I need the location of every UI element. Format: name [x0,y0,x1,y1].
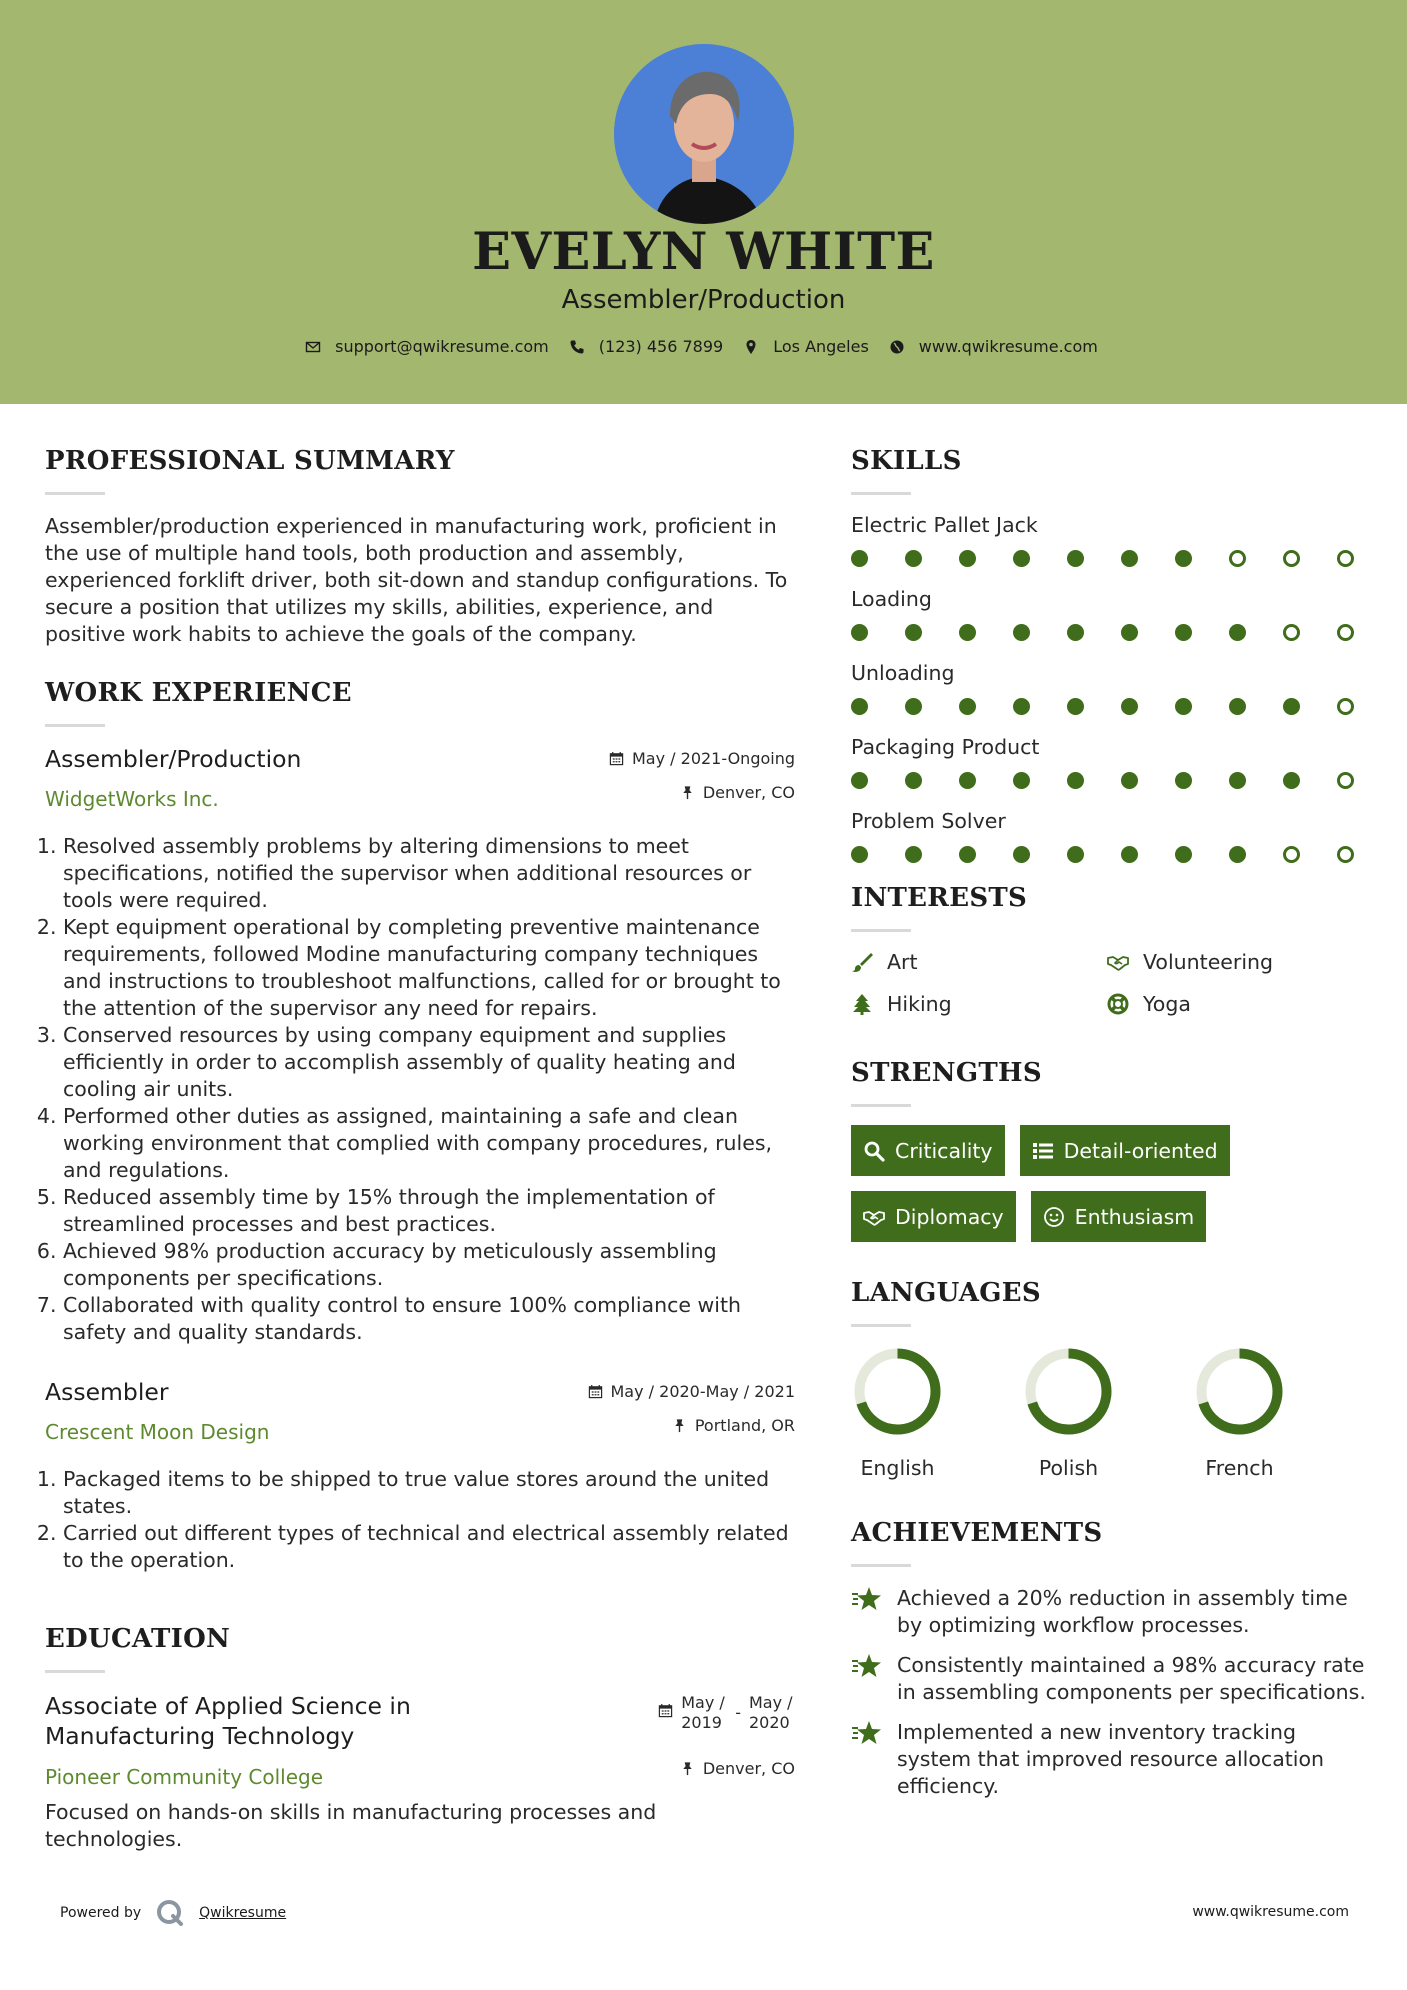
skill-name: Packaging Product [851,735,1040,759]
achievement-item: Achieved a 20% reduction in assembly time by optimizing workflow processes. [851,1585,1371,1639]
rating-dot-filled [1121,550,1138,567]
rating-dot-filled [1067,846,1084,863]
skill-rating [851,550,1354,567]
star-icon [851,1650,883,1682]
rating-dot-filled [1175,772,1192,789]
envelope-icon [305,339,321,355]
rating-dot-empty [1229,550,1246,567]
job-dates: May / 2021-Ongoing [609,749,795,768]
job-company: WidgetWorks Inc. [45,787,219,811]
rating-dot-empty [1337,772,1354,789]
rating-dot-filled [1283,698,1300,715]
rating-dot-filled [851,624,868,641]
languages-heading: LANGUAGES [851,1278,1041,1308]
rating-dot-filled [1067,550,1084,567]
language-item [1193,1345,1286,1480]
contact-email[interactable]: support@qwikresume.com [305,337,549,356]
education-dates: May / 2019 - May / 2020 [658,1693,795,1733]
duty-item: 3. Conserved resources by using company equipment and supplies efficiently in order to accomplish assembly of quality heating and cooling air units. [63,1022,795,1103]
skill-rating [851,772,1354,789]
rating-dot-filled [1229,624,1246,641]
rating-dot-filled [1121,846,1138,863]
rating-dot-empty [1283,846,1300,863]
interest-item: Hiking [851,992,1107,1016]
interests-heading: INTERESTS [851,883,1028,913]
rating-dot-empty [1337,624,1354,641]
section-divider [45,492,105,495]
duty-item: 1. Resolved assembly problems by altering dimensions to meet specifications, notified the supervisor when additional resources or tools were required. [63,833,795,914]
education-entry [45,1691,795,1853]
duty-item: 2. Carried out different types of technical and electrical assembly related to the operation. [63,1520,795,1574]
job-entry [45,745,795,1346]
rating-dot-filled [1121,624,1138,641]
job-duties [45,833,795,1346]
rating-dot-filled [905,698,922,715]
rating-dot-filled [905,550,922,567]
pushpin-icon [680,1761,695,1776]
achievements-list [851,1585,1371,1800]
rating-dot-empty [1283,624,1300,641]
rating-dot-filled [959,550,976,567]
section-divider [851,929,911,932]
handshake-icon [1107,951,1129,973]
footer-powered-by: Powered by Qwikresume [60,1898,286,1928]
language-name: English [860,1456,935,1480]
skill-name: Unloading [851,661,955,685]
contact-phone[interactable]: (123) 456 7899 [569,337,723,356]
header-banner [0,0,1407,404]
strength-tag: Enthusiasm [1031,1191,1207,1242]
skills-heading: SKILLS [851,446,962,476]
rating-dot-filled [959,772,976,789]
handshake-icon [863,1206,885,1228]
education-location: Denver, CO [680,1759,795,1778]
rating-dot-filled [851,772,868,789]
duty-item: 4. Performed other duties as assigned, maintaining a safe and clean working environment that complied with company procedures, rules, and regulations. [63,1103,795,1184]
duty-item: 5. Reduced assembly time by 15% through the implementation of streamlined processes and best practices. [63,1184,795,1238]
skill-name: Loading [851,587,932,611]
language-item [1022,1345,1115,1480]
rating-dot-filled [1175,846,1192,863]
duty-item: 1. Packaged items to be shipped to true value stores around the united states. [63,1466,795,1520]
section-divider [45,1670,105,1673]
rating-dot-filled [1175,550,1192,567]
language-progress-ring [1022,1345,1115,1438]
job-duties [45,1466,795,1574]
strength-tag: Detail-oriented [1020,1125,1230,1176]
section-divider [851,1104,911,1107]
phone-icon [569,339,585,355]
language-progress-ring [851,1345,944,1438]
tree-icon [851,993,873,1015]
rating-dot-empty [1337,550,1354,567]
duty-item: 2. Kept equipment operational by completing preventive maintenance requirements, followed Modine manufacturing company techniques and instructions to troubleshoot malfunctions, called for or brought to the attention of the supervisor any need for repairs. [63,914,795,1022]
languages-list [851,1345,1371,1480]
left-column [45,446,795,1853]
duty-item: 7. Collaborated with quality control to ensure 100% compliance with safety and quality standards. [63,1292,795,1346]
summary-text: Assembler/production experienced in manufacturing work, proficient in the use of multiple hand tools, both production and assembly, experienced forklift driver, both sit-down and standup configurations. To secure a position that utilizes my skills, abilities, experience, and positive work habits to achieve the goals of the company. [45,514,788,646]
education-heading: EDUCATION [45,1624,231,1654]
achievement-item: Implemented a new inventory tracking system that improved resource allocation efficiency. [851,1719,1371,1800]
interest-item: Yoga [1107,992,1347,1016]
section-divider [851,492,911,495]
rating-dot-filled [1067,624,1084,641]
strength-tag: Diplomacy [851,1191,1016,1242]
footer-website[interactable]: www.qwikresume.com [1192,1904,1349,1920]
achievements-heading: ACHIEVEMENTS [851,1518,1103,1548]
achievement-item: Consistently maintained a 98% accuracy rate in assembling components per specifications. [851,1652,1371,1706]
work-heading: WORK EXPERIENCE [45,678,352,708]
language-progress-ring [1193,1345,1286,1438]
degree-title: Associate of Applied Science in Manufacturing Technology [45,1692,411,1750]
job-title: Assembler [45,1378,169,1406]
contact-website[interactable]: www.qwikresume.com [889,337,1098,356]
rating-dot-filled [1121,698,1138,715]
section-divider [851,1564,911,1567]
smile-icon [1043,1206,1065,1228]
rating-dot-filled [1013,698,1030,715]
skill-rating [851,698,1354,715]
candidate-role: Assembler/Production [561,285,846,315]
star-icon [851,1583,883,1615]
rating-dot-filled [1175,698,1192,715]
rating-dot-filled [1013,772,1030,789]
rating-dot-filled [1229,772,1246,789]
strength-tag: Criticality [851,1125,1005,1176]
skills-list [851,513,1371,863]
rating-dot-filled [959,698,976,715]
rating-dot-filled [1067,698,1084,715]
rating-dot-filled [1175,624,1192,641]
rating-dot-filled [959,846,976,863]
rating-dot-filled [1121,772,1138,789]
list-icon [1032,1140,1054,1162]
language-item [851,1345,944,1480]
rating-dot-filled [1067,772,1084,789]
rating-dot-filled [851,698,868,715]
job-dates: May / 2020-May / 2021 [588,1382,796,1401]
rating-dot-filled [1013,846,1030,863]
rating-dot-filled [905,772,922,789]
rating-dot-filled [959,624,976,641]
rating-dot-empty [1337,698,1354,715]
calendar-icon [588,1384,603,1399]
skill-name: Problem Solver [851,809,1006,833]
job-company: Crescent Moon Design [45,1420,270,1444]
rating-dot-filled [1229,846,1246,863]
profile-photo [614,44,794,224]
rating-dot-filled [1229,698,1246,715]
rating-dot-filled [905,846,922,863]
rating-dot-filled [851,550,868,567]
rating-dot-filled [1283,772,1300,789]
interest-item: Art [851,950,1107,974]
star-icon [851,1717,883,1749]
school-name: Pioneer Community College [45,1765,324,1789]
education-text: Focused on hands-on skills in manufacturing processes and technologies. [45,1800,657,1851]
duty-item: 6. Achieved 98% production accuracy by meticulously assembling components per specifications. [63,1238,795,1292]
qwikresume-link[interactable]: Qwikresume [199,1905,287,1921]
right-column [851,446,1371,1813]
rating-dot-filled [905,624,922,641]
map-pin-icon [743,339,759,355]
strengths-list [851,1125,1371,1242]
contact-location: Los Angeles [743,337,869,356]
section-divider [851,1324,911,1327]
job-location: Denver, CO [680,783,795,802]
interests-list [851,950,1371,1016]
job-location: Portland, OR [672,1416,795,1435]
skill-name: Electric Pallet Jack [851,513,1038,537]
skill-rating [851,624,1354,641]
calendar-icon [609,751,624,766]
rating-dot-filled [851,846,868,863]
rating-dot-empty [1283,550,1300,567]
strengths-heading: STRENGTHS [851,1058,1042,1088]
language-name: French [1205,1456,1274,1480]
pushpin-icon [672,1418,687,1433]
globe-icon [889,339,905,355]
paintbrush-icon [851,951,873,973]
search-icon [863,1140,885,1162]
rating-dot-filled [1013,624,1030,641]
qwikresume-logo-icon [155,1898,185,1928]
rating-dot-filled [1013,550,1030,567]
section-divider [45,724,105,727]
skill-rating [851,846,1354,863]
job-title: Assembler/Production [45,745,302,773]
job-entry [45,1378,795,1574]
contact-bar [0,337,1407,356]
life-ring-icon [1107,993,1129,1015]
summary-heading: PROFESSIONAL SUMMARY [45,446,455,476]
rating-dot-empty [1337,846,1354,863]
candidate-name: EVELYN WHITE [472,222,935,282]
language-name: Polish [1038,1456,1099,1480]
pushpin-icon [680,785,695,800]
calendar-icon [658,1703,673,1718]
interest-item: Volunteering [1107,950,1347,974]
